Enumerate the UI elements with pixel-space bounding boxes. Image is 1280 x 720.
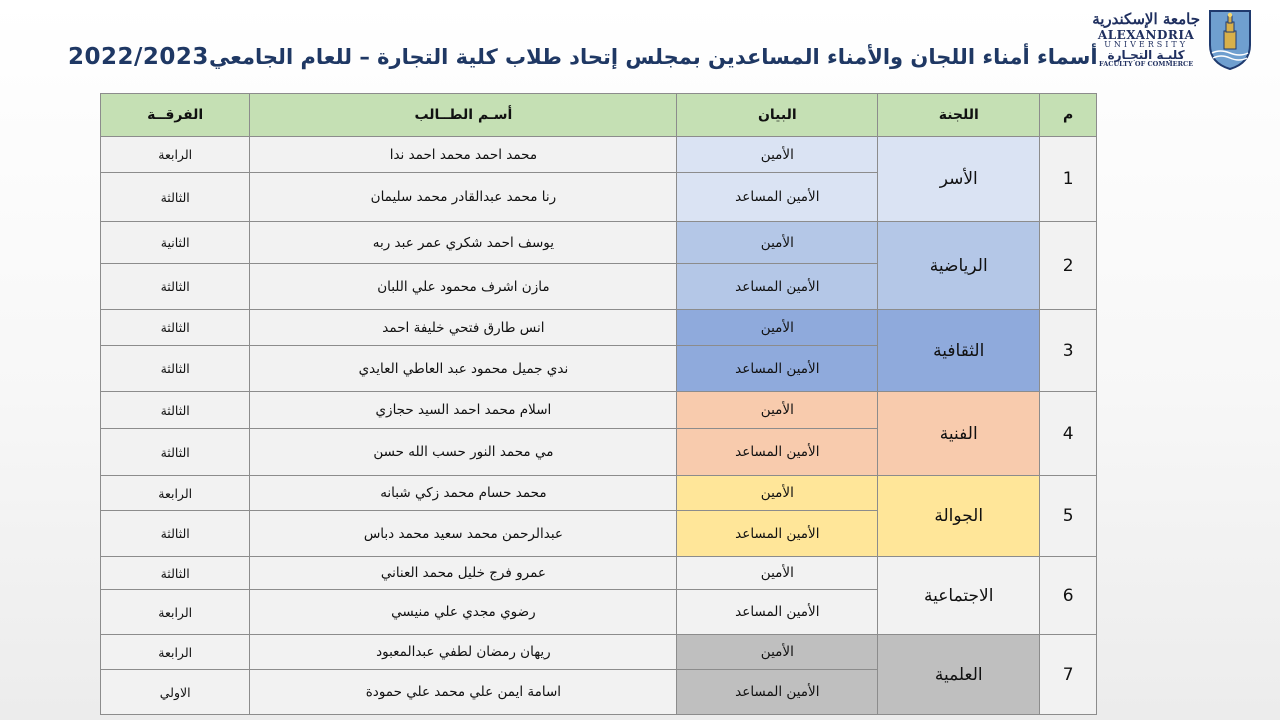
header-num: م — [1040, 94, 1097, 137]
logo-english-line2: UNIVERSITY — [1104, 40, 1188, 50]
student-name-cell: اسامة ايمن علي محمد علي حمودة — [250, 670, 677, 715]
role-cell: الأمين — [677, 635, 878, 670]
table-row — [101, 476, 1097, 511]
committee-number: 3 — [1040, 310, 1097, 392]
student-name-cell: مازن اشرف محمود علي اللبان — [250, 264, 677, 310]
year-cell: الثالثة — [101, 346, 250, 392]
committee-name: الأسر — [878, 137, 1040, 222]
header-role: البيان — [677, 94, 878, 137]
year-cell: الرابعة — [101, 476, 250, 511]
table-header-row — [101, 94, 1097, 137]
student-name-cell: رنا محمد عبدالقادر محمد سليمان — [250, 173, 677, 222]
student-name-cell: رضوي مجدي علي منيسي — [250, 590, 677, 635]
table-row — [101, 310, 1097, 346]
committee-name: العلمية — [878, 635, 1040, 715]
student-name-cell: يوسف احمد شكري عمر عبد ربه — [250, 222, 677, 264]
student-name-cell: محمد احمد محمد احمد ندا — [250, 137, 677, 173]
year-cell: الثالثة — [101, 310, 250, 346]
committee-number: 4 — [1040, 392, 1097, 476]
student-name-cell: محمد حسام محمد زكي شبانه — [250, 476, 677, 511]
role-cell: الأمين — [677, 476, 878, 511]
table-row — [101, 557, 1097, 590]
committee-name: الاجتماعية — [878, 557, 1040, 635]
committee-group-6 — [101, 557, 1097, 635]
university-logo — [1092, 6, 1252, 74]
student-name-cell: عمرو فرج خليل محمد العناني — [250, 557, 677, 590]
header-committee: اللجنة — [878, 94, 1040, 137]
role-cell: الأمين المساعد — [677, 264, 878, 310]
student-name-cell: عبدالرحمن محمد سعيد محمد دباس — [250, 511, 677, 557]
logo-arabic-faculty: كليـة التجـارة — [1107, 48, 1185, 63]
role-cell: الأمين — [677, 137, 878, 173]
committee-number: 7 — [1040, 635, 1097, 715]
committee-name: الجوالة — [878, 476, 1040, 557]
logo-text — [1092, 12, 1200, 68]
table-row — [101, 137, 1097, 173]
committee-number: 1 — [1040, 137, 1097, 222]
role-cell: الأمين — [677, 557, 878, 590]
header-year: الفرقــة — [101, 94, 250, 137]
year-cell: الاولي — [101, 670, 250, 715]
year-cell: الثالثة — [101, 511, 250, 557]
role-cell: الأمين المساعد — [677, 173, 878, 222]
committee-group-7 — [101, 635, 1097, 715]
role-cell: الأمين المساعد — [677, 429, 878, 476]
year-cell: الرابعة — [101, 137, 250, 173]
title-text: أسماء أمناء اللجان والأمناء المساعدين بمجلس إتحاد طلاب كلية التجارة – للعام الجامعي — [208, 45, 1098, 69]
role-cell: الأمين المساعد — [677, 346, 878, 392]
lighthouse-shield-icon — [1208, 9, 1252, 71]
table-row — [101, 635, 1097, 670]
student-name-cell: مي محمد النور حسب الله حسن — [250, 429, 677, 476]
role-cell: الأمين — [677, 392, 878, 429]
logo-english-faculty: FACULTY OF COMMERCE — [1099, 60, 1194, 69]
student-name-cell: ندي جميل محمود عبد العاطي العايدي — [250, 346, 677, 392]
committee-number: 5 — [1040, 476, 1097, 557]
committees-table — [100, 93, 1097, 715]
committee-name: الرياضية — [878, 222, 1040, 310]
committee-group-1 — [101, 137, 1097, 222]
role-cell: الأمين المساعد — [677, 670, 878, 715]
year-cell: الثالثة — [101, 173, 250, 222]
year-cell: الرابعة — [101, 635, 250, 670]
header-name: أسـم الطــالب — [250, 94, 677, 137]
committee-group-3 — [101, 310, 1097, 392]
academic-year: 2022/2023 — [68, 44, 209, 70]
role-cell: الأمين المساعد — [677, 511, 878, 557]
year-cell: الثالثة — [101, 557, 250, 590]
student-name-cell: ريهان رمضان لطفي عبدالمعبود — [250, 635, 677, 670]
year-cell: الثالثة — [101, 429, 250, 476]
committee-group-4 — [101, 392, 1097, 476]
year-cell: الثالثة — [101, 392, 250, 429]
role-cell: الأمين — [677, 222, 878, 264]
year-cell: الثانية — [101, 222, 250, 264]
committee-number: 6 — [1040, 557, 1097, 635]
year-cell: الرابعة — [101, 590, 250, 635]
role-cell: الأمين — [677, 310, 878, 346]
table-row — [101, 392, 1097, 429]
student-name-cell: انس طارق فتحي خليفة احمد — [250, 310, 677, 346]
slide-title — [68, 44, 1098, 70]
committee-group-2 — [101, 222, 1097, 310]
logo-english-line1: ALEXANDRIA — [1097, 28, 1195, 43]
year-cell: الثالثة — [101, 264, 250, 310]
committee-name: الفنية — [878, 392, 1040, 476]
student-name-cell: اسلام محمد احمد السيد حجازي — [250, 392, 677, 429]
committee-group-5 — [101, 476, 1097, 557]
committee-number: 2 — [1040, 222, 1097, 310]
table-row — [101, 222, 1097, 264]
logo-arabic-university: جامعة الإسكندرية — [1092, 10, 1200, 29]
committee-name: الثقافية — [878, 310, 1040, 392]
role-cell: الأمين المساعد — [677, 590, 878, 635]
